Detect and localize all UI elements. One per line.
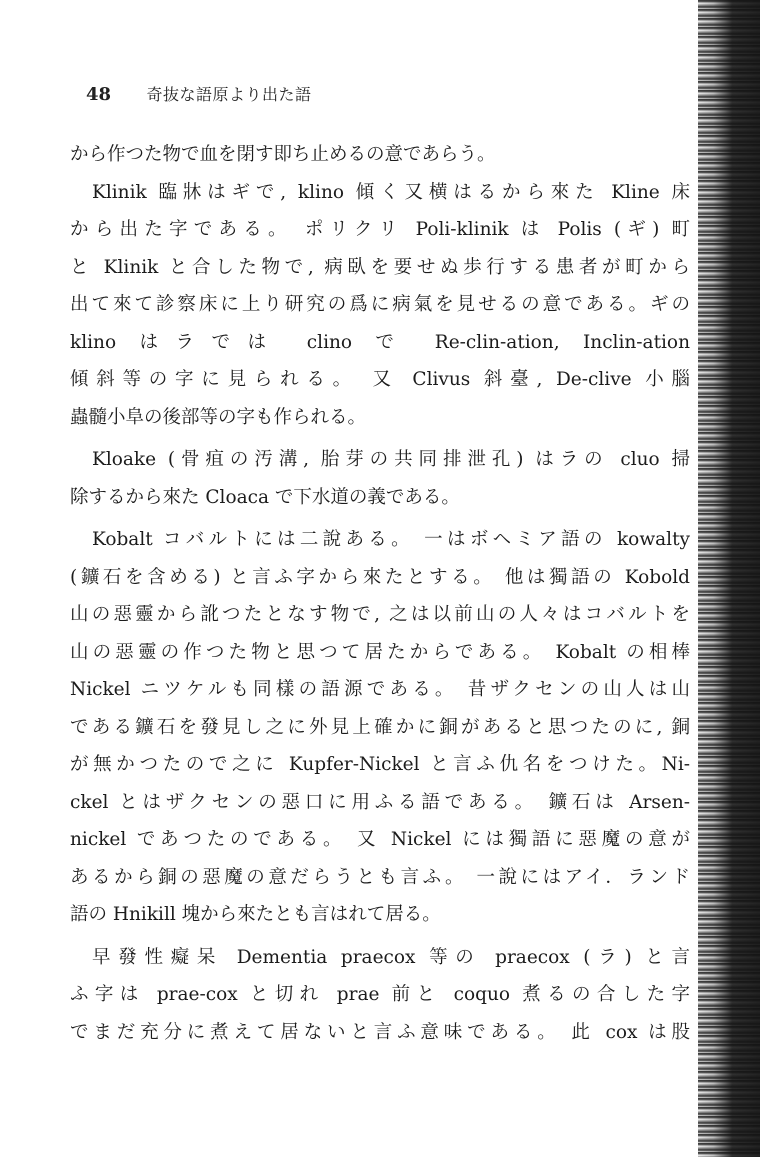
- text-line: 早發性癡呆 Dementia praecox 等の praecox (ラ) と言: [92, 946, 690, 968]
- body-text: [70, 136, 690, 1051]
- text-line: 除するから來た Cloaca で下水道の義である。: [70, 486, 460, 508]
- text-line: 傾斜等の字に見られる。 又 Clivus 斜臺, De-clive 小腦: [70, 369, 690, 390]
- page-number: 48: [86, 84, 112, 105]
- text-line: 山の惡靈の作つた物と思つて居たからである。 Kobalt の相棒: [70, 641, 690, 663]
- text-line: nickel であつたのである。 又 Nickel には獨語に惡魔の意が: [70, 829, 690, 850]
- text-line: と Klinik と合した物で, 病臥を要せぬ歩行する患者が町から: [70, 256, 690, 278]
- page-binding-edge: [698, 0, 760, 1157]
- text-line: が無かつたので之に Kupfer-Nickel と言ふ仇名をつけた。Ni-: [70, 754, 690, 775]
- text-line: Kloake (骨疽の汚溝, 胎芽の共同排泄孔) はラの cluo 掃: [92, 449, 690, 470]
- text-line: でまだ充分に煮えて居ないと言ふ意味である。 此 cox は股: [70, 1021, 690, 1043]
- text-line: Kobalt コバルトには二說ある。 一はボヘミア語の kowalty: [92, 529, 690, 550]
- text-line: あるから銅の惡魔の意だらうとも言ふ。 一說にはアイ．ランド: [70, 866, 690, 888]
- text-line: ふ字は prae-cox と切れ prae 前と coquo 煮るの合した字: [70, 984, 690, 1005]
- text-line: 山の惡靈から訛つたとなす物で, 之は以前山の人々はコバルトを: [70, 604, 690, 625]
- text-line: 蟲髓小阜の後部等の字も作られる。: [70, 406, 367, 428]
- text-line: ckel とはザクセンの惡口に用ふる語である。 鑛石は Arsen-: [70, 791, 690, 813]
- text-line: である鑛石を發見し之に外見上確かに銅があると思つたのに, 銅: [70, 716, 690, 738]
- text-line: Nickel ニツケルも同樣の語源である。 昔ザクセンの山人は山: [70, 679, 690, 700]
- text-line: 出て來て診察床に上り研究の爲に病氣を見せるの意である。ギの: [70, 294, 690, 315]
- text-line: klino はラでは clino で Re-clin-ation, Inclin-ation: [70, 331, 690, 353]
- running-title: 奇抜な語原より出た語: [146, 85, 312, 104]
- text-line: Klinik 臨牀はギで, klino 傾く又横はるから來た Kline 床: [92, 181, 690, 203]
- text-line: から作つた物で血を閉す即ち止めるの意であらう。: [70, 144, 496, 165]
- page-header: [86, 82, 311, 105]
- text-line: (鑛石を含める) と言ふ字から來たとする。 他は獨語の Kobold: [70, 566, 690, 588]
- text-line: 語の Hnikill 塊から來たとも言はれて居る。: [70, 904, 441, 925]
- text-line: から出た字である。 ポリクリ Poli-klinik は Polis (ギ) 町: [70, 219, 690, 240]
